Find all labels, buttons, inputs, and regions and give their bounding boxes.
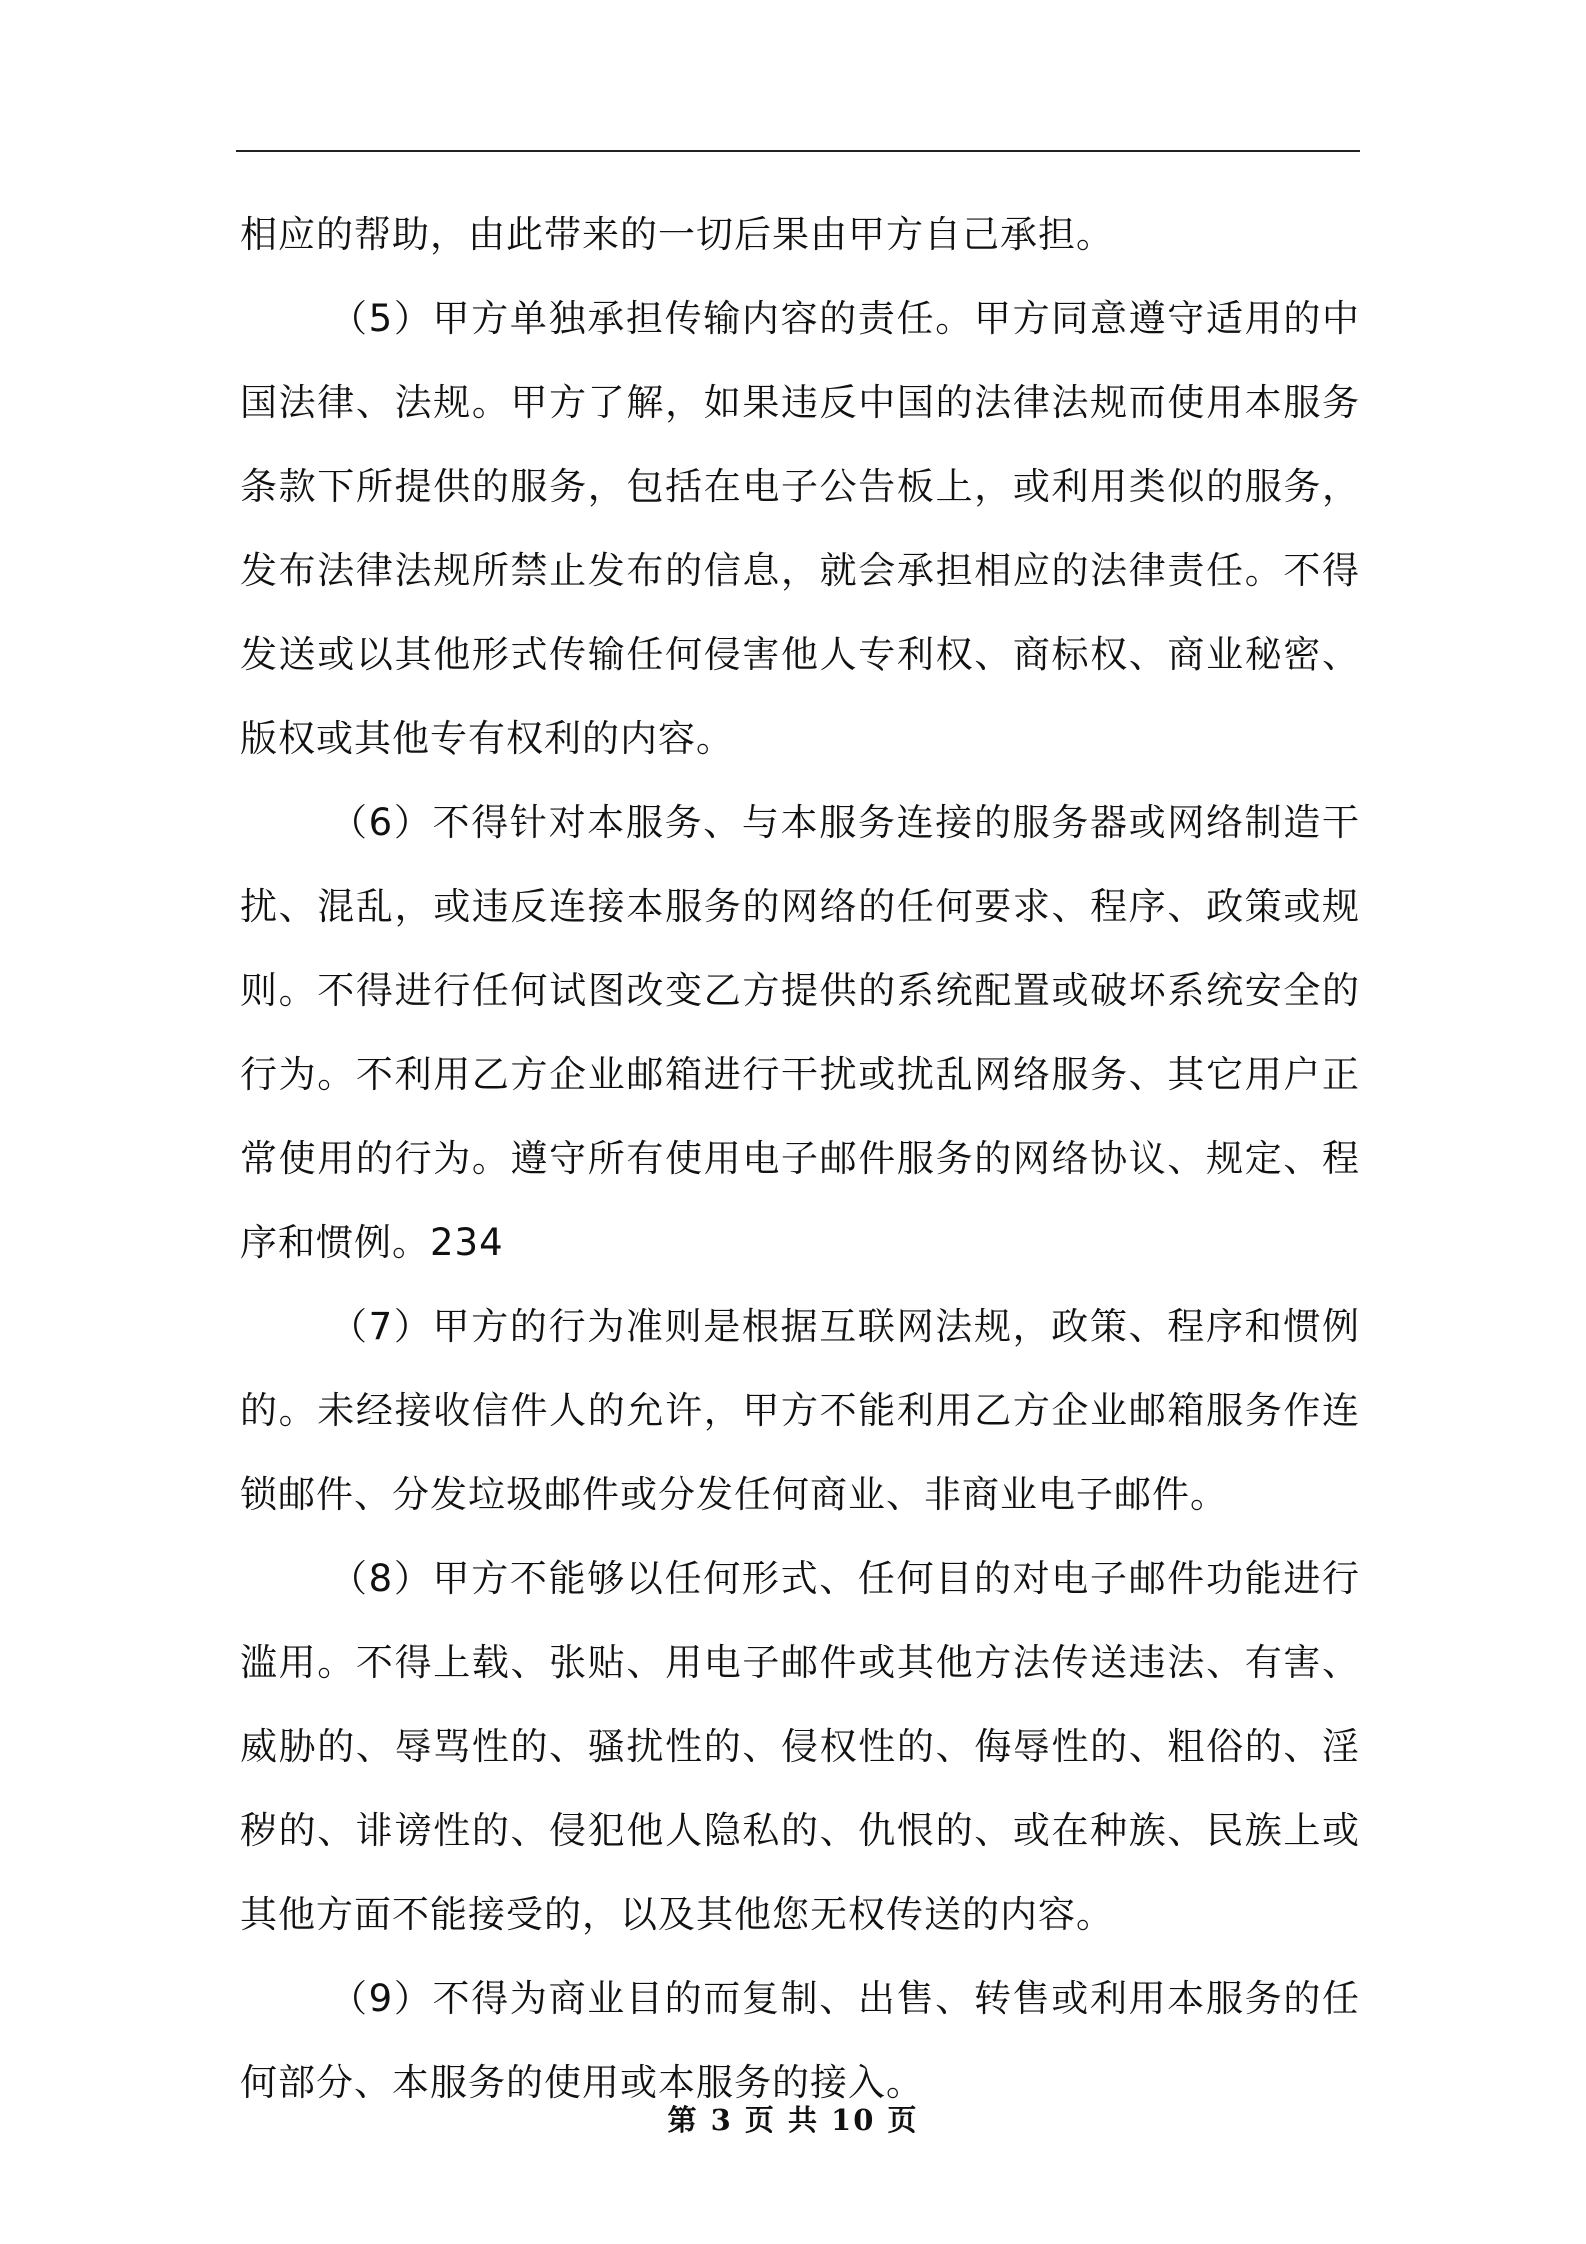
paragraph-continuation: 相应的帮助，由此带来的一切后果由甲方自己承担。 (240, 213, 1114, 256)
paragraph-clause-5: （5）甲方单独承担传输内容的责任。甲方同意遵守适用的中国法律、法规。甲方了解，如果违反中国的法律法规而使用本服务条款下所提供的服务，包括在电子公告板上，或利用类似的服务，发布法律法规所禁止发布的信息，就会承担相应的法律责任。不得发送或以其他形式传输任何侵害他人专利权、商标权、商业秘密、版权或其他专有权利的内容。 (240, 297, 1360, 760)
paragraph-clause-6: （6）不得针对本服务、与本服务连接的服务器或网络制造干扰、混乱，或违反连接本服务的网络的任何要求、程序、政策或规则。不得进行任何试图改变乙方提供的系统配置或破坏系统安全的行为。不利用乙方企业邮箱进行干扰或扰乱网络服务、其它用户正常使用的行为。遵守所有使用电子邮件服务的网络协议、规定、程序和惯例。234 (240, 801, 1360, 1264)
paragraph-clause-8: （8）甲方不能够以任何形式、任何目的对电子邮件功能进行滥用。不得上载、张贴、用电子邮件或其他方法传送违法、有害、威胁的、辱骂性的、骚扰性的、侵权性的、侮辱性的、粗俗的、淫秽的、诽谤性的、侵犯他人隐私的、仇恨的、或在种族、民族上或其他方面不能接受的，以及其他您无权传送的内容。 (240, 1557, 1360, 1936)
paragraph-clause-7: （7）甲方的行为准则是根据互联网法规，政策、程序和惯例的。未经接收信件人的允许，甲方不能利用乙方企业邮箱服务作连锁邮件、分发垃圾邮件或分发任何商业、非商业电子邮件。 (240, 1305, 1360, 1516)
paragraph-clause-9: （9）不得为商业目的而复制、出售、转售或利用本服务的任何部分、本服务的使用或本服务的接入。 (240, 1977, 1360, 2104)
page-number-footer: 第 3 页 共 10 页 (667, 2103, 919, 2137)
document-body (240, 193, 1360, 2125)
header-rule (236, 150, 1360, 152)
